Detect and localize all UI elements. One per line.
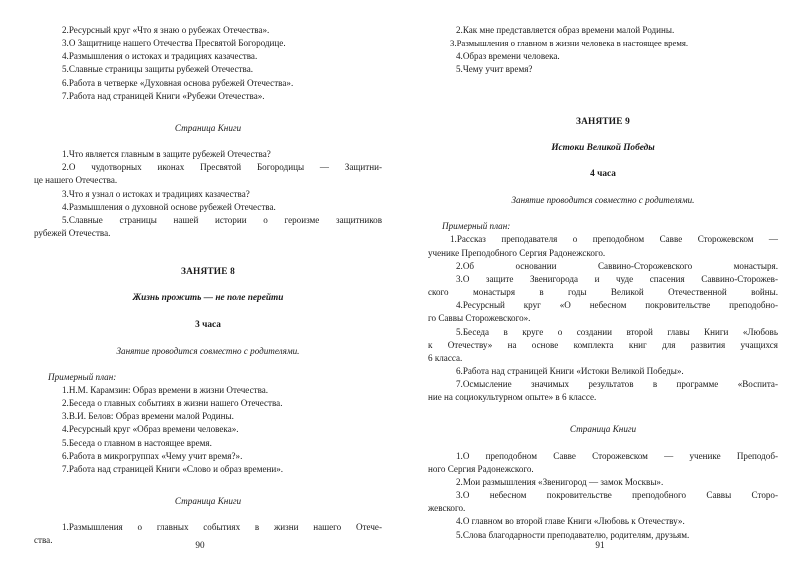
list-item	[428, 515, 778, 528]
list-number: 4.	[456, 300, 463, 311]
list-text: Как мне представляется образ времени малой Родины.	[462, 25, 675, 35]
right-book-page-list	[428, 450, 778, 542]
left-text-column	[34, 24, 382, 548]
list-text: Ресурсный круг «Образ времени человека».	[68, 424, 239, 435]
list-text-continued: 6 класса.	[428, 352, 463, 363]
list-number: 5.	[456, 326, 463, 337]
page-right	[400, 0, 800, 566]
list-number: 4.	[456, 51, 463, 62]
list-text: Размышления о духовной основе рубежей Отечества.	[68, 201, 276, 212]
list-text: Размышления о главном в жизни человека в настоящее время.	[456, 38, 689, 49]
list-text-continued: к Отечеству» на основе комплекта книг для развития учащихся	[428, 339, 778, 350]
list-text: О главном во второй главе Книги «Любовь к Отечеству».	[462, 516, 685, 527]
list-text: Н.М. Карамзин: Образ времени в жизни Отечества.	[68, 384, 269, 395]
list-text: О защите Звенигорода и чуде спасения Саввино-Сторожев-	[462, 273, 778, 284]
list-text: О небесном покровительстве преподобного Саввы Сторо-	[462, 490, 778, 501]
list-text: О преподобном Савве Сторожевском — ученике Преподоб-	[462, 450, 778, 461]
list-item	[34, 50, 382, 63]
list-text: Мои размышления «Звенигород — замок Москвы».	[462, 476, 664, 487]
right-top-list	[428, 24, 778, 77]
list-item	[428, 365, 778, 378]
list-number: 7.	[62, 463, 69, 474]
list-number: 1.	[450, 234, 457, 245]
page-number-right: 91	[595, 540, 605, 550]
list-number: 3.	[456, 273, 463, 284]
list-item	[34, 463, 382, 476]
list-text-continued: ного Сергия Радонежского.	[428, 463, 534, 474]
lesson-title: ЗАНЯТИЕ 8	[181, 267, 235, 278]
list-text-continued: рубежей Отечества.	[34, 228, 111, 239]
list-item	[428, 63, 778, 76]
list-number: 6.	[62, 77, 69, 88]
list-item	[428, 299, 778, 325]
list-number: 3.	[456, 490, 463, 501]
lesson-subtitle: Жизнь прожить — не поле перейти	[132, 293, 284, 304]
list-number: 2.	[62, 162, 69, 173]
list-text: О чудотворных иконах Пресвятой Богородицы — Защитни-	[68, 162, 382, 173]
list-item	[34, 450, 382, 463]
list-number: 1.	[456, 450, 463, 461]
list-number: 2.	[62, 398, 69, 409]
list-item	[34, 77, 382, 90]
list-item	[428, 233, 778, 259]
list-text: Работа в микрогруппах «Чему учит время?».	[68, 450, 243, 461]
lesson-title: ЗАНЯТИЕ 9	[576, 116, 630, 127]
list-number: 7.	[456, 379, 463, 390]
list-text: Образ времени человека.	[462, 51, 560, 62]
list-text: В.И. Белов: Образ времени малой Родины.	[68, 411, 234, 422]
list-text-continued: ние на социокультурном опыте» в 6 классе.	[428, 392, 597, 403]
left-top-list	[34, 24, 382, 103]
list-item	[34, 188, 382, 201]
plan-label: Примерный план:	[48, 371, 117, 382]
list-number: 1.	[62, 384, 69, 395]
list-number: 5.	[62, 64, 69, 75]
list-number: 2.	[456, 260, 463, 271]
list-text-continued: го Саввы Сторожевского».	[428, 313, 531, 324]
list-text: Осмысление значимых результатов в программе «Воспита-	[462, 379, 778, 390]
list-number: 2.	[456, 25, 463, 35]
list-text: Об основании Саввино-Сторожевского монастыря.	[462, 260, 778, 271]
list-item	[34, 90, 382, 103]
lesson-hours: 4 часа	[590, 168, 616, 179]
list-number: 1.	[62, 149, 69, 160]
list-text: О Защитнице нашего Отечества Пресвятой Богородице.	[68, 38, 286, 49]
list-item	[428, 24, 778, 37]
plan-label: Примерный план:	[442, 221, 511, 232]
list-item	[34, 201, 382, 214]
list-text: Славные страницы защиты рубежей Отечества.	[68, 64, 254, 75]
list-item	[34, 214, 382, 240]
list-item	[428, 489, 778, 515]
list-text: Работа над страницей Книги «Слово и образ времени».	[68, 463, 284, 474]
list-number: 5.	[456, 529, 463, 540]
list-item	[428, 476, 778, 489]
list-text: Что является главным в защите рубежей Отечества?	[68, 149, 271, 160]
list-number: 6.	[456, 365, 463, 376]
list-item	[34, 410, 382, 423]
list-number: 2.	[62, 25, 69, 35]
right-text-column	[428, 24, 778, 542]
list-text-continued: ского монастыря в годы Великой Отечественной войны.	[428, 287, 778, 298]
left-book-page-list	[34, 148, 382, 240]
list-number: 3.	[62, 411, 69, 422]
right-plan-list	[428, 233, 778, 404]
list-text-continued: це нашего Отечества.	[34, 175, 118, 186]
list-number: 1.	[62, 522, 69, 533]
list-text: Ресурсный круг «Что я знаю о рубежах Отечества».	[68, 25, 270, 35]
list-text: Рассказ преподавателя о преподобном Савве Сторожевском —	[456, 234, 778, 245]
list-number: 2.	[456, 476, 463, 487]
lesson-subtitle: Истоки Великой Победы	[551, 142, 655, 153]
list-number: 3.	[62, 188, 69, 199]
list-text-continued: ства.	[34, 535, 53, 546]
list-number: 3.	[62, 38, 69, 49]
list-item	[34, 148, 382, 161]
list-number: 6.	[62, 450, 69, 461]
list-item	[428, 273, 778, 299]
list-item	[34, 423, 382, 436]
list-number: 4.	[456, 516, 463, 527]
list-item	[428, 326, 778, 365]
book-page-heading: Страница Книги	[569, 424, 637, 435]
list-text: Беседа о главных событиях в жизни нашего Отечества.	[68, 398, 283, 409]
list-text: Чему учит время?	[462, 64, 533, 75]
list-text: Беседа о главном в настоящее время.	[68, 437, 212, 448]
left-plan-list	[34, 384, 382, 476]
list-text: Слова благодарности преподавателю, родителям, друзьям.	[462, 529, 690, 540]
list-text: Что я узнал о истоках и традициях казачества?	[68, 188, 250, 199]
list-number: 4.	[62, 201, 69, 212]
list-number: 4.	[62, 51, 69, 62]
list-text-continued: ученике Преподобного Сергия Радонежского.	[428, 247, 606, 258]
page-number-left: 90	[195, 540, 205, 550]
list-item	[34, 63, 382, 76]
list-item	[34, 384, 382, 397]
book-page-heading: Страница Книги	[174, 496, 242, 507]
list-item	[428, 50, 778, 63]
list-item	[34, 24, 382, 37]
list-number: 5.	[62, 214, 69, 225]
list-item	[34, 437, 382, 450]
list-item	[428, 378, 778, 404]
list-text: Работа в четверке «Духовная основа рубежей Отечества».	[68, 77, 294, 88]
list-item	[428, 260, 778, 273]
list-number: 5.	[62, 437, 69, 448]
list-item	[34, 161, 382, 187]
list-text: Размышления о главных событиях в жизни нашего Отече-	[68, 522, 382, 533]
list-item	[34, 397, 382, 410]
lesson-note: Занятие проводится совместно с родителями.	[116, 345, 300, 356]
lesson-note: Занятие проводится совместно с родителями.	[511, 195, 695, 206]
list-text: Беседа в круге о создании второй главы Книги «Любовь	[462, 326, 778, 337]
list-item	[34, 37, 382, 50]
list-text: Работа над страницей Книги «Рубежи Отечества».	[68, 90, 265, 101]
list-number: 4.	[62, 424, 69, 435]
list-number: 3.	[450, 38, 457, 49]
list-text: Работа над страницей Книги «Истоки Великой Победы».	[462, 365, 684, 376]
list-text: Размышления о истоках и традициях казачества.	[68, 51, 258, 62]
list-text: Славные страницы нашей истории о героизме защитников	[68, 214, 382, 225]
list-item	[428, 450, 778, 476]
lesson-hours: 3 часа	[195, 319, 221, 330]
list-text: Ресурсный круг «О небесном покровительстве преподобно-	[462, 300, 778, 311]
list-item	[428, 37, 778, 50]
list-number: 5.	[456, 64, 463, 75]
list-number: 7.	[62, 90, 69, 101]
list-text-continued: жевского.	[428, 503, 466, 514]
book-page-heading: Страница Книги	[174, 122, 242, 133]
